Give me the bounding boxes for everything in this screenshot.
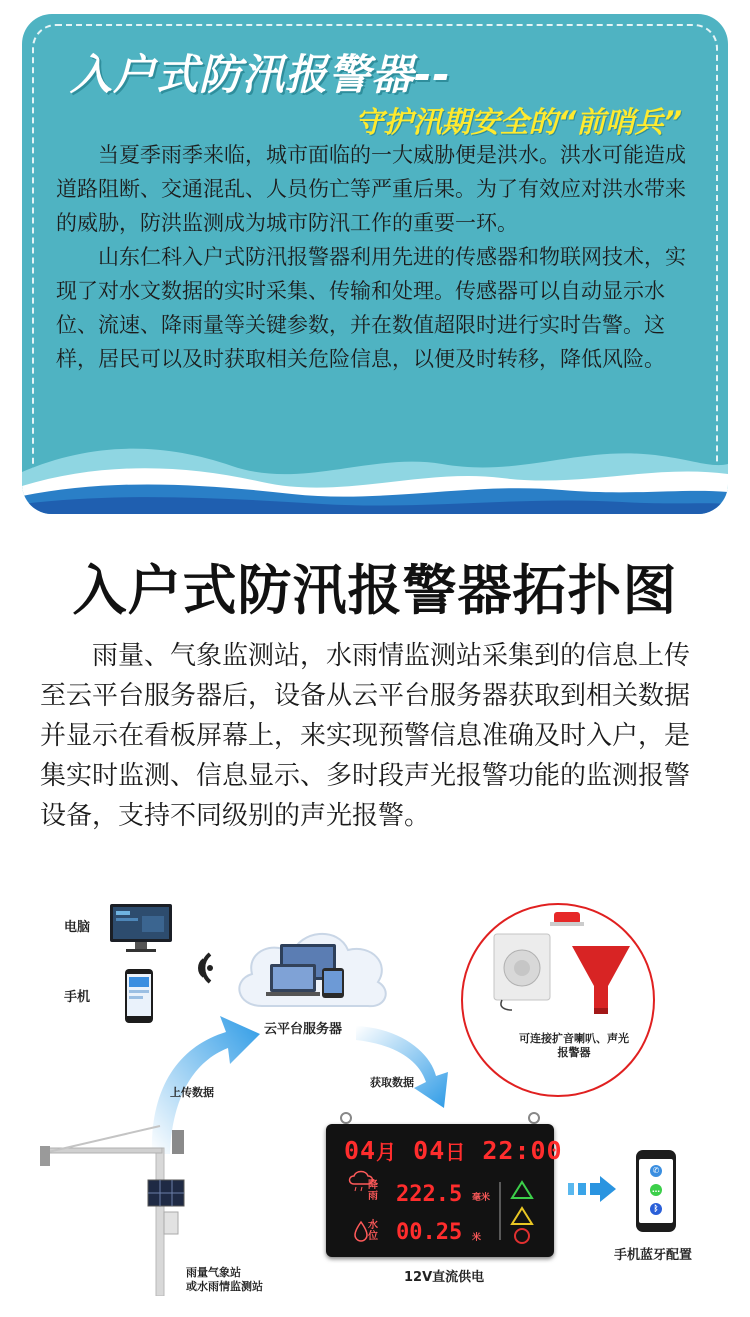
topology-title: 入户式防汛报警器拓扑图 (72, 559, 678, 622)
station-label-line-2: 或水雨情监测站 (186, 1280, 263, 1293)
water-level-value: 00.25 (396, 1220, 463, 1245)
level-caption (368, 1220, 378, 1242)
fetch-arrow-icon (352, 1018, 460, 1110)
rain-cloud-icon (344, 1170, 388, 1194)
wireless-signal-icon (180, 946, 220, 990)
rain-caption (368, 1180, 378, 1202)
card-paragraph: 当夏季雨季来临，城市面临的一大威胁便是洪水。洪水可能造成道路阻断、交通混乱、人员伤亡等严重后果。为了有效应对洪水带来的威胁，防洪监测成为城市防汛工作的重要一环。 (56, 143, 686, 235)
rain-caption-1: 降 (368, 1180, 378, 1191)
card-title: 入户式防汛报警器-- (70, 50, 451, 99)
computer-label: 电脑 (64, 920, 91, 935)
board-month-unit: 月 (376, 1140, 398, 1164)
rainfall-value: 222.5 (396, 1182, 463, 1207)
board-day-unit: 日 (445, 1140, 467, 1164)
station-label-line-1: 雨量气象站 (186, 1266, 241, 1279)
wave-decoration (22, 434, 728, 514)
bluetooth-icon: ᛒ (650, 1203, 662, 1215)
intro-card (22, 14, 728, 514)
board-time: 22:00 (482, 1136, 563, 1165)
cloud-server-icon (222, 920, 394, 1016)
bluetooth-phone-icon (636, 1150, 676, 1232)
power-supply-label: 12V直流供电 (404, 1270, 485, 1285)
fetch-data-label: 获取数据 (370, 1076, 414, 1089)
chat-icon: … (652, 1185, 660, 1194)
rain-caption-2: 雨 (368, 1191, 378, 1202)
water-level-unit: 米 (472, 1233, 482, 1243)
weather-station-icon (30, 1118, 200, 1296)
phone-label: 手机 (64, 990, 91, 1005)
phone-call-icon: ✆ (650, 1165, 662, 1177)
card-body (56, 138, 696, 376)
strobe-light-icon (546, 910, 588, 928)
board-day: 04 (413, 1136, 446, 1165)
level-caption-1: 水 (368, 1220, 378, 1231)
card-subtitle: 守护汛期安全的“前哨兵” (354, 105, 682, 139)
board-month: 04 (344, 1136, 377, 1165)
topology-description: 雨量、气象监测站，水雨情监测站采集到的信息上传至云平台服务器后，设备从云平台服务器获取到相关数据并显示在看板屏幕上，来实现预警信息准确及时入户，是集实时监测、信息显示、多时段声光报警功能的监测报警设备，支持不同级别的声光报警。 (40, 641, 691, 831)
alarm-label-line-2: 报警器 (557, 1046, 591, 1059)
weather-station-label (186, 1266, 263, 1294)
bluetooth-phone-screen (639, 1159, 673, 1223)
bluetooth-arrow-icon (566, 1174, 618, 1204)
card-paragraph: 山东仁科入户式防汛报警器利用先进的传感器和物联网技术，实现了对水文数据的实时采集、传输和处理。传感器可以自动显示水位、流速、降雨量等关键参数，并在数值超限时进行实时告警。这样，居民可以及时获取相关危险信息，以便及时转移，降低风险。 (56, 245, 686, 371)
warning-indicator-icons (494, 1178, 544, 1248)
cloud-server-label: 云平台服务器 (264, 1022, 343, 1037)
alarm-accessories-label (504, 1032, 644, 1060)
bluetooth-config-label: 手机蓝牙配置 (614, 1248, 693, 1263)
level-caption-2: 位 (368, 1231, 378, 1242)
led-display-board (326, 1124, 563, 1257)
computer-icon (108, 902, 174, 954)
alarm-label-line-1: 可连接扩音喇叭、声光 (519, 1032, 629, 1045)
topology-diagram (0, 880, 750, 1317)
rainfall-unit: 毫米 (472, 1193, 491, 1203)
upload-data-label: 上传数据 (170, 1086, 214, 1099)
board-date-time (344, 1136, 563, 1165)
speaker-icon (492, 932, 554, 1012)
horn-speaker-icon (568, 940, 634, 1018)
